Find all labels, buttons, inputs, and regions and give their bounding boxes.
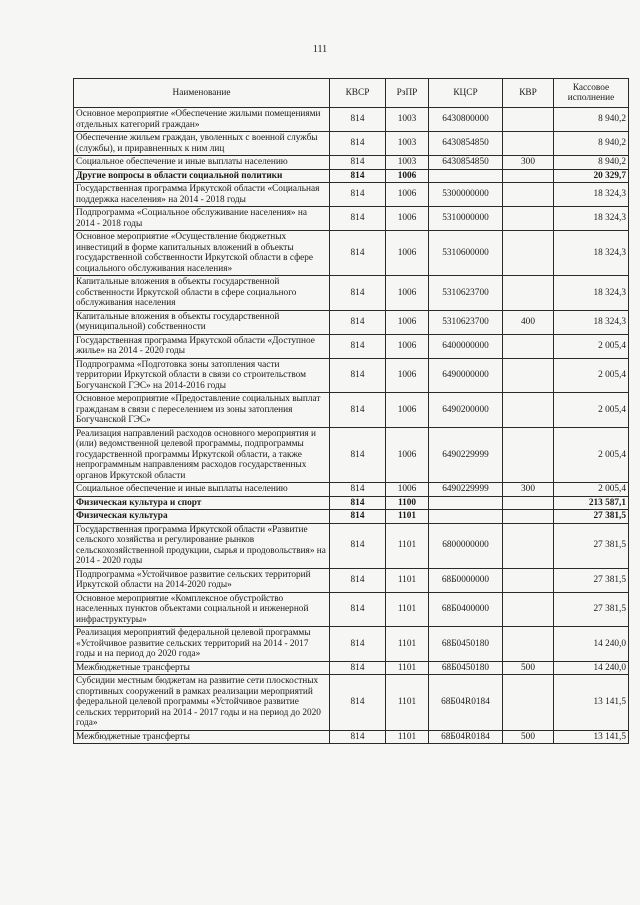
table-row	[74, 675, 629, 731]
table-row	[74, 207, 629, 231]
cell-kvr	[503, 276, 554, 311]
cell-name: Основное мероприятие «Предоставление социальных выплат гражданам в связи с переселением из зоны затопления Богучанской ГЭС»	[74, 393, 330, 428]
cell-name: Другие вопросы в области социальной политики	[74, 169, 330, 183]
cell-kvr	[503, 427, 554, 483]
cell-kcsr: 5310623700	[429, 310, 503, 334]
col-header-kvr: КВР	[503, 79, 554, 108]
cell-name: Подпрограмма «Устойчивое развитие сельских территорий Иркутской области на 2014-2020 годы»	[74, 568, 330, 592]
cell-amount: 18 324,3	[554, 183, 629, 207]
cell-amount: 27 381,5	[554, 568, 629, 592]
cell-kvr	[503, 592, 554, 627]
table-row	[74, 496, 629, 510]
cell-amount: 14 240,0	[554, 627, 629, 662]
cell-kvr	[503, 523, 554, 568]
cell-name: Основное мероприятие «Комплексное обустройство населенных пунктов объектами социальной и инженерной инфраструктуры»	[74, 592, 330, 627]
cell-name: Подпрограмма «Подготовка зоны затопления части территории Иркутской области в связи со строительством Богучанской ГЭС» на 2014-2016 годы	[74, 358, 330, 393]
cell-kvr	[503, 358, 554, 393]
cell-kcsr: 6490229999	[429, 427, 503, 483]
cell-kvr	[503, 568, 554, 592]
table-row	[74, 132, 629, 156]
table-row	[74, 169, 629, 183]
cell-name: Субсидии местным бюджетам на развитие сети плоскостных спортивных сооружений в рамках реализации мероприятий федеральной целевой программы «Устойчивое развитие сельских территорий на 2014 - 2017 годы и на период до 2020 года»	[74, 675, 330, 731]
cell-amount: 2 005,4	[554, 393, 629, 428]
cell-rzpr: 1100	[386, 496, 429, 510]
cell-amount: 18 324,3	[554, 276, 629, 311]
table-row	[74, 627, 629, 662]
cell-name: Государственная программа Иркутской области «Социальная поддержка населения» на 2014 - 2018 годы	[74, 183, 330, 207]
cell-name: Подпрограмма «Социальное обслуживание населения» на 2014 - 2018 годы	[74, 207, 330, 231]
col-header-kvsr: КВСР	[330, 79, 386, 108]
cell-amount: 27 381,5	[554, 592, 629, 627]
cell-kvsr: 814	[330, 427, 386, 483]
cell-kvr	[503, 627, 554, 662]
cell-name: Межбюджетные трансферты	[74, 661, 330, 675]
table-row	[74, 523, 629, 568]
cell-name: Капитальные вложения в объекты государственной (муниципальной) собственности	[74, 310, 330, 334]
cell-kvsr: 814	[330, 627, 386, 662]
cell-amount: 2 005,4	[554, 483, 629, 497]
table-row	[74, 358, 629, 393]
cell-kvr	[503, 132, 554, 156]
cell-amount: 13 141,5	[554, 675, 629, 731]
table-row	[74, 231, 629, 276]
cell-amount: 20 329,7	[554, 169, 629, 183]
cell-name: Реализация направлений расходов основного мероприятия и (или) ведомственной целевой программы, подпрограммы государственной программы Иркутской области, а также непрограммным направлениям расходов государственных органов Иркутской области	[74, 427, 330, 483]
cell-name: Капитальные вложения в объекты государственной собственности Иркутской области в сфере социального обслуживания населения	[74, 276, 330, 311]
cell-kcsr: 68Б0450180	[429, 627, 503, 662]
cell-kcsr	[429, 496, 503, 510]
cell-rzpr: 1006	[386, 310, 429, 334]
cell-name: Государственная программа Иркутской области «Развитие сельского хозяйства и регулирование рынков сельскохозяйственной продукции, сырья и продовольствия» на 2014 - 2020 годы	[74, 523, 330, 568]
col-header-kcsr: КЦСР	[429, 79, 503, 108]
cell-kvsr: 814	[330, 156, 386, 170]
page-number: 111	[312, 44, 328, 55]
cell-kvr	[503, 231, 554, 276]
cell-amount: 27 381,5	[554, 510, 629, 524]
col-header-amount: Кассовое исполнение	[554, 79, 629, 108]
cell-kcsr	[429, 169, 503, 183]
col-header-rzpr: РзПР	[386, 79, 429, 108]
cell-name: Социальное обеспечение и иные выплаты населению	[74, 156, 330, 170]
cell-kvsr: 814	[330, 108, 386, 132]
cell-name: Физическая культура и спорт	[74, 496, 330, 510]
cell-name: Основное мероприятие «Осуществление бюджетных инвестиций в форме капитальных вложений в объекты государственной собственности Иркутской области в сфере социального обслуживания населения»	[74, 231, 330, 276]
cell-kvsr: 814	[330, 675, 386, 731]
cell-kvr	[503, 169, 554, 183]
cell-name: Межбюджетные трансферты	[74, 730, 330, 744]
cell-kvsr: 814	[330, 568, 386, 592]
cell-amount: 213 587,1	[554, 496, 629, 510]
cell-kcsr: 6800000000	[429, 523, 503, 568]
cell-kcsr: 6490000000	[429, 358, 503, 393]
table-row	[74, 183, 629, 207]
table-row	[74, 568, 629, 592]
cell-rzpr: 1006	[386, 276, 429, 311]
cell-amount: 18 324,3	[554, 207, 629, 231]
cell-kvsr: 814	[330, 730, 386, 744]
table-row	[74, 427, 629, 483]
cell-kvr	[503, 510, 554, 524]
cell-kcsr: 5310600000	[429, 231, 503, 276]
cell-kcsr	[429, 510, 503, 524]
cell-kvsr: 814	[330, 661, 386, 675]
cell-kvsr: 814	[330, 523, 386, 568]
cell-rzpr: 1006	[386, 183, 429, 207]
cell-kvr: 500	[503, 730, 554, 744]
cell-name: Физическая культура	[74, 510, 330, 524]
cell-kcsr: 6490200000	[429, 393, 503, 428]
table-row	[74, 108, 629, 132]
cell-rzpr: 1101	[386, 627, 429, 662]
cell-kvr	[503, 108, 554, 132]
cell-kvr	[503, 393, 554, 428]
cell-kvr	[503, 334, 554, 358]
cell-kvr: 300	[503, 483, 554, 497]
cell-amount: 14 240,0	[554, 661, 629, 675]
cell-amount: 8 940,2	[554, 156, 629, 170]
cell-rzpr: 1003	[386, 156, 429, 170]
cell-rzpr: 1006	[386, 231, 429, 276]
cell-kvr	[503, 496, 554, 510]
cell-rzpr: 1006	[386, 427, 429, 483]
cell-amount: 18 324,3	[554, 310, 629, 334]
cell-kcsr: 68Б04R0184	[429, 675, 503, 731]
cell-kvsr: 814	[330, 310, 386, 334]
cell-kvsr: 814	[330, 496, 386, 510]
table-row	[74, 334, 629, 358]
cell-rzpr: 1003	[386, 132, 429, 156]
cell-amount: 8 940,2	[554, 108, 629, 132]
table-row	[74, 483, 629, 497]
table-row	[74, 276, 629, 311]
cell-kcsr: 6430854850	[429, 132, 503, 156]
cell-kcsr: 5300000000	[429, 183, 503, 207]
table-header-row	[74, 79, 629, 108]
cell-kvr	[503, 183, 554, 207]
cell-kvsr: 814	[330, 276, 386, 311]
cell-rzpr: 1101	[386, 730, 429, 744]
table-row	[74, 310, 629, 334]
cell-kvsr: 814	[330, 132, 386, 156]
cell-kcsr: 5310623700	[429, 276, 503, 311]
cell-kcsr: 68Б0450180	[429, 661, 503, 675]
cell-rzpr: 1006	[386, 358, 429, 393]
cell-amount: 27 381,5	[554, 523, 629, 568]
cell-kcsr: 68Б04R0184	[429, 730, 503, 744]
cell-amount: 2 005,4	[554, 358, 629, 393]
cell-rzpr: 1101	[386, 523, 429, 568]
cell-rzpr: 1003	[386, 108, 429, 132]
cell-kvsr: 814	[330, 231, 386, 276]
table-row	[74, 592, 629, 627]
table-row	[74, 661, 629, 675]
cell-name: Государственная программа Иркутской области «Доступное жилье» на 2014 - 2020 годы	[74, 334, 330, 358]
cell-kvsr: 814	[330, 207, 386, 231]
cell-kvsr: 814	[330, 393, 386, 428]
cell-rzpr: 1101	[386, 661, 429, 675]
table-row	[74, 393, 629, 428]
cell-kcsr: 5310000000	[429, 207, 503, 231]
cell-kcsr: 68Б0400000	[429, 592, 503, 627]
cell-kvr: 500	[503, 661, 554, 675]
cell-rzpr: 1006	[386, 393, 429, 428]
cell-rzpr: 1101	[386, 568, 429, 592]
cell-kvsr: 814	[330, 169, 386, 183]
cell-kcsr: 68Б0000000	[429, 568, 503, 592]
cell-amount: 2 005,4	[554, 427, 629, 483]
col-header-name: Наименование	[74, 79, 330, 108]
cell-kcsr: 6430854850	[429, 156, 503, 170]
cell-amount: 18 324,3	[554, 231, 629, 276]
cell-name: Основное мероприятие «Обеспечение жилыми помещениями отдельных категорий граждан»	[74, 108, 330, 132]
cell-name: Обеспечение жильем граждан, уволенных с военной службы (службы), и приравненных к ним лиц	[74, 132, 330, 156]
cell-rzpr: 1006	[386, 334, 429, 358]
table-row	[74, 156, 629, 170]
cell-kvr	[503, 675, 554, 731]
table-row	[74, 510, 629, 524]
cell-kcsr: 6430800000	[429, 108, 503, 132]
cell-kvr	[503, 207, 554, 231]
cell-rzpr: 1006	[386, 207, 429, 231]
cell-kvsr: 814	[330, 483, 386, 497]
cell-rzpr: 1101	[386, 675, 429, 731]
cell-kvsr: 814	[330, 183, 386, 207]
cell-amount: 8 940,2	[554, 132, 629, 156]
cell-kvsr: 814	[330, 510, 386, 524]
budget-table	[73, 78, 629, 744]
cell-amount: 2 005,4	[554, 334, 629, 358]
cell-kvr: 400	[503, 310, 554, 334]
cell-rzpr: 1101	[386, 592, 429, 627]
cell-name: Реализация мероприятий федеральной целевой программы «Устойчивое развитие сельских территорий на 2014 - 2017 годы и на период до 2020 года»	[74, 627, 330, 662]
table-body	[74, 108, 629, 744]
cell-rzpr: 1006	[386, 169, 429, 183]
cell-kvsr: 814	[330, 358, 386, 393]
cell-kvsr: 814	[330, 592, 386, 627]
cell-amount: 13 141,5	[554, 730, 629, 744]
table-row	[74, 730, 629, 744]
cell-kcsr: 6490229999	[429, 483, 503, 497]
cell-name: Социальное обеспечение и иные выплаты населению	[74, 483, 330, 497]
cell-kvsr: 814	[330, 334, 386, 358]
cell-kvr: 300	[503, 156, 554, 170]
cell-kcsr: 6400000000	[429, 334, 503, 358]
cell-rzpr: 1006	[386, 483, 429, 497]
cell-rzpr: 1101	[386, 510, 429, 524]
